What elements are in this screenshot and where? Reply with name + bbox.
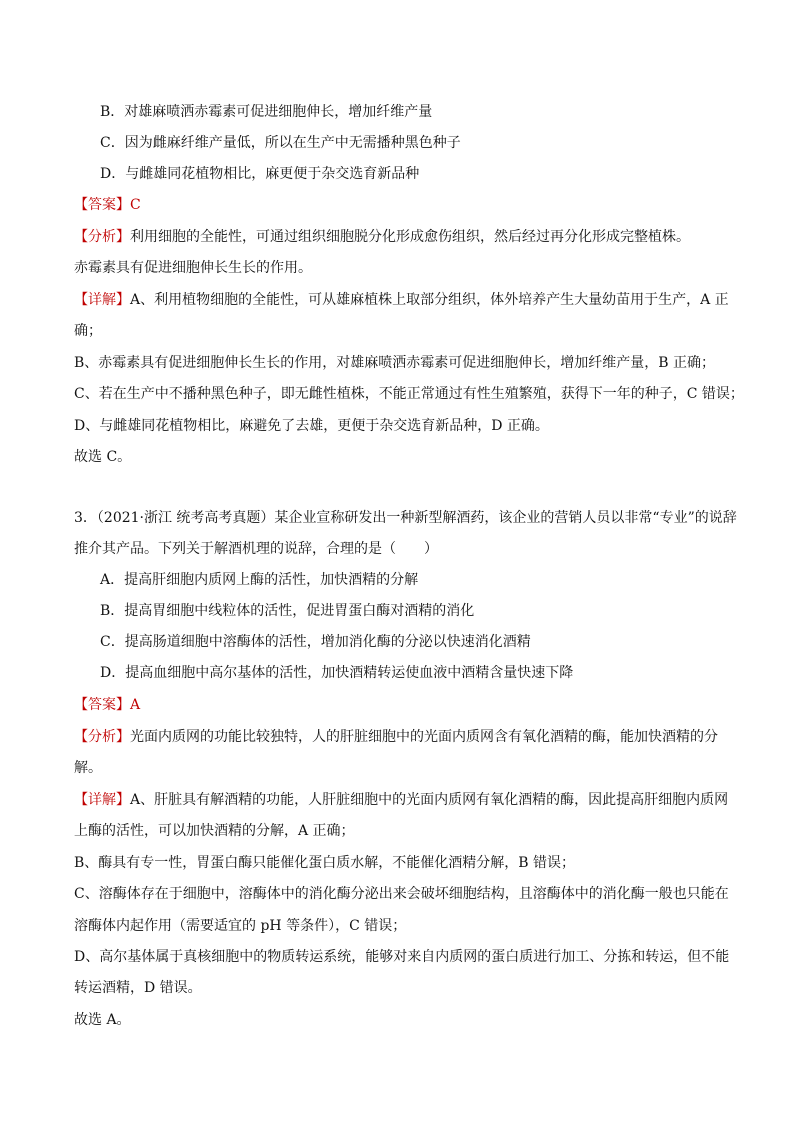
q2-analysis-line-1 [74, 227, 734, 247]
q3-detail-line-1 [74, 790, 734, 810]
q3-detail-line-6: D、高尔基体属于真核细胞中的物质转运系统，能够对来自内质网的蛋白质进行加工、分拣和转运，但不能 [74, 949, 730, 965]
q3-detail-line-5: 溶酶体内起作用（需要适宜的 pH 等条件），C 错误； [74, 918, 407, 934]
q2-answer [74, 195, 734, 215]
q3-detail-line-2: 上酶的活性，可以加快酒精的分解，A 正确； [74, 823, 355, 839]
q2-detail-line-1 [74, 290, 734, 310]
q2-detail-tag: 【详解】 [74, 292, 130, 308]
q2-detail-line-5: D、与雌雄同花植物相比，麻避免了去雄，更便于杂交选育新品种，D 正确。 [74, 418, 549, 434]
q2-analysis-text-1: 利用细胞的全能性，可通过组织细胞脱分化形成愈伤组织，然后经过再分化形成完整植株。 [130, 229, 690, 245]
q2-analysis-line-2: 赤霉素具有促进细胞伸长生长的作用。 [74, 260, 312, 276]
q2-option-b: B．对雄麻喷洒赤霉素可促进细胞伸长，增加纤维产量 [100, 104, 433, 120]
q3-analysis-line-1 [74, 727, 734, 747]
q2-analysis-tag: 【分析】 [74, 229, 130, 245]
q3-analysis-line-2: 解。 [74, 760, 102, 776]
q2-conclusion: 故选 C。 [74, 449, 132, 465]
q3-option-c: C．提高肠道细胞中溶酶体的活性，增加消化酶的分泌以快速消化酒精 [100, 634, 531, 650]
q2-option-d: D．与雌雄同花植物相比，麻更便于杂交选育新品种 [100, 166, 420, 182]
q3-option-d: D．提高血细胞中高尔基体的活性，加快酒精转运使血液中酒精含量快速下降 [100, 665, 574, 681]
q3-detail-line-7: 转运酒精，D 错误。 [74, 980, 202, 996]
q2-option-c: C．因为雌麻纤维产量低，所以在生产中无需播种黑色种子 [100, 135, 461, 151]
q3-answer-value: A [130, 697, 141, 713]
q2-detail-line-3: B、赤霉素具有促进细胞伸长生长的作用，对雄麻喷洒赤霉素可促进细胞伸长，增加纤维产量，B 正确； [74, 355, 716, 371]
q3-answer [74, 695, 734, 715]
q3-detail-text-1: A、肝脏具有解酒精的功能，人肝脏细胞中的光面内质网有氧化酒精的酶，因此提高肝细胞内质网 [130, 792, 729, 808]
q3-analysis-tag: 【分析】 [74, 729, 130, 745]
q3-option-a: A．提高肝细胞内质网上酶的活性，加快酒精的分解 [100, 572, 419, 588]
q3-analysis-text-1: 光面内质网的功能比较独特，人的肝脏细胞中的光面内质网含有氧化酒精的酶，能加快酒精的分 [130, 729, 718, 745]
q2-answer-tag: 【答案】 [74, 197, 130, 213]
q2-answer-value: C [130, 197, 141, 213]
q2-detail-line-4: C、若在生产中不播种黑色种子，即无雌性植株，不能正常通过有性生殖繁殖，获得下一年的种子，C 错误； [74, 386, 744, 402]
q3-stem-line-2: 推介其产品。下列关于解酒机理的说辞，合理的是（ ） [74, 541, 438, 557]
q3-option-b: B．提高胃细胞中线粒体的活性，促进胃蛋白酶对酒精的消化 [100, 603, 475, 619]
q3-detail-line-3: B、酶具有专一性，胃蛋白酶只能催化蛋白质水解，不能催化酒精分解，B 错误； [74, 855, 576, 871]
q3-conclusion: 故选 A。 [74, 1012, 131, 1028]
q2-detail-text-1: A、利用植物细胞的全能性，可从雄麻植株上取部分组织，体外培养产生大量幼苗用于生产，A 正 [130, 292, 729, 308]
q3-detail-line-4: C、溶酶体存在于细胞中，溶酶体中的消化酶分泌出来会破坏细胞结构，且溶酶体中的消化酶一般也只能在 [74, 886, 729, 902]
q3-answer-tag: 【答案】 [74, 697, 130, 713]
q2-detail-line-2: 确； [74, 323, 102, 339]
q3-stem-line-1: 3．（2021·浙江 统考高考真题）某企业宣称研发出一种新型解酒药，该企业的营销人员以非常“专业”的说辞 [74, 510, 737, 526]
q3-detail-tag: 【详解】 [74, 792, 130, 808]
